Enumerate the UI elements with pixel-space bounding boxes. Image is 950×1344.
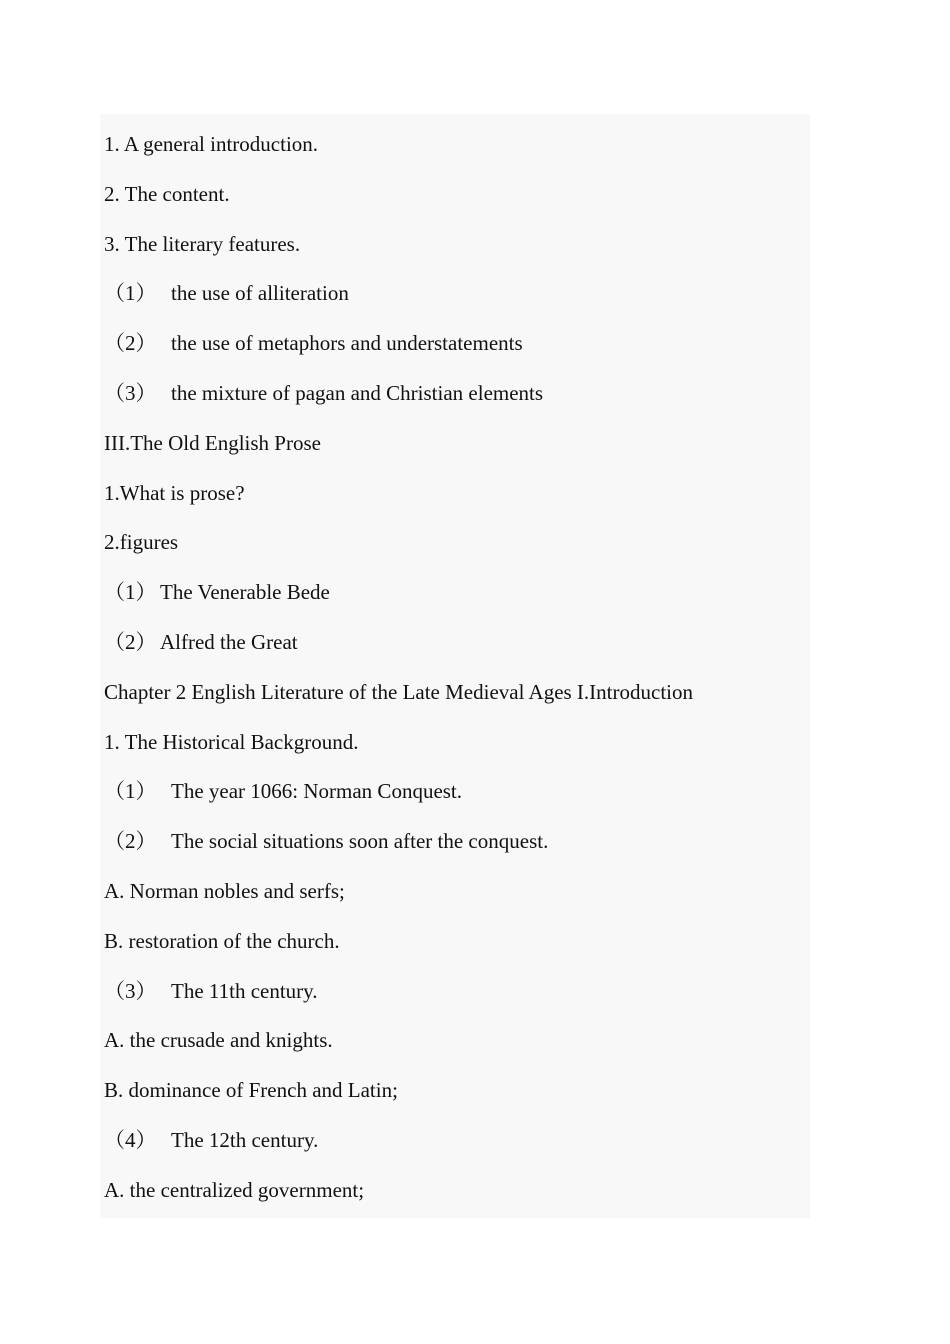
document-text xyxy=(104,129,804,1225)
list-item xyxy=(104,378,804,428)
item-marker: （3） xyxy=(104,380,157,405)
line-text: the mixture of pagan and Christian elements xyxy=(171,380,544,405)
line-text: The social situations soon after the conquest. xyxy=(171,829,549,854)
line-text: The 11th century. xyxy=(171,978,318,1003)
item-marker: （3） xyxy=(104,978,157,1003)
list-item xyxy=(104,727,804,777)
list-item xyxy=(104,1175,804,1225)
line-text: 2.figures xyxy=(104,530,179,555)
list-item xyxy=(104,627,804,677)
item-marker: （2） xyxy=(104,629,157,654)
item-marker: （2） xyxy=(104,331,157,356)
line-text: The Venerable Bede xyxy=(160,580,330,605)
line-text: B. restoration of the church. xyxy=(104,928,340,953)
line-text: Chapter 2 English Literature of the Late Medieval Ages I.Introduction xyxy=(104,679,693,704)
line-text: B. dominance of French and Latin; xyxy=(104,1078,398,1103)
item-marker: （4） xyxy=(104,1127,157,1152)
list-item xyxy=(104,926,804,976)
list-item xyxy=(104,876,804,926)
list-item xyxy=(104,976,804,1026)
line-text: A. Norman nobles and serfs; xyxy=(104,878,345,903)
line-text: The 12th century. xyxy=(171,1127,319,1152)
list-item xyxy=(104,1025,804,1075)
list-item xyxy=(104,1075,804,1125)
item-marker: （1） xyxy=(104,779,157,804)
line-text: the use of alliteration xyxy=(171,281,349,306)
list-item xyxy=(104,328,804,378)
item-marker: （1） xyxy=(104,580,157,605)
item-marker: （1） xyxy=(104,281,157,306)
list-item xyxy=(104,229,804,279)
line-text: 2. The content. xyxy=(104,181,230,206)
list-item xyxy=(104,179,804,229)
line-text: 3. The literary features. xyxy=(104,231,301,256)
line-text: The year 1066: Norman Conquest. xyxy=(171,779,463,804)
line-text: the use of metaphors and understatements xyxy=(171,331,523,356)
list-item xyxy=(104,478,804,528)
line-text: 1. The Historical Background. xyxy=(104,729,359,754)
item-marker: （2） xyxy=(104,829,157,854)
list-item xyxy=(104,1125,804,1175)
list-item xyxy=(104,577,804,627)
list-item xyxy=(104,776,804,826)
line-text: 1. A general introduction. xyxy=(104,132,319,156)
line-text: A. the centralized government; xyxy=(104,1177,365,1202)
list-item xyxy=(104,278,804,328)
list-item xyxy=(104,826,804,876)
line-text: 1.What is prose? xyxy=(104,480,245,505)
list-item xyxy=(104,527,804,577)
line-text: Alfred the Great xyxy=(160,629,298,654)
line-text: III.The Old English Prose xyxy=(104,430,321,455)
line-text: A. the crusade and knights. xyxy=(104,1028,333,1053)
section-heading xyxy=(104,428,804,478)
list-item xyxy=(104,129,804,179)
chapter-heading xyxy=(104,677,804,727)
